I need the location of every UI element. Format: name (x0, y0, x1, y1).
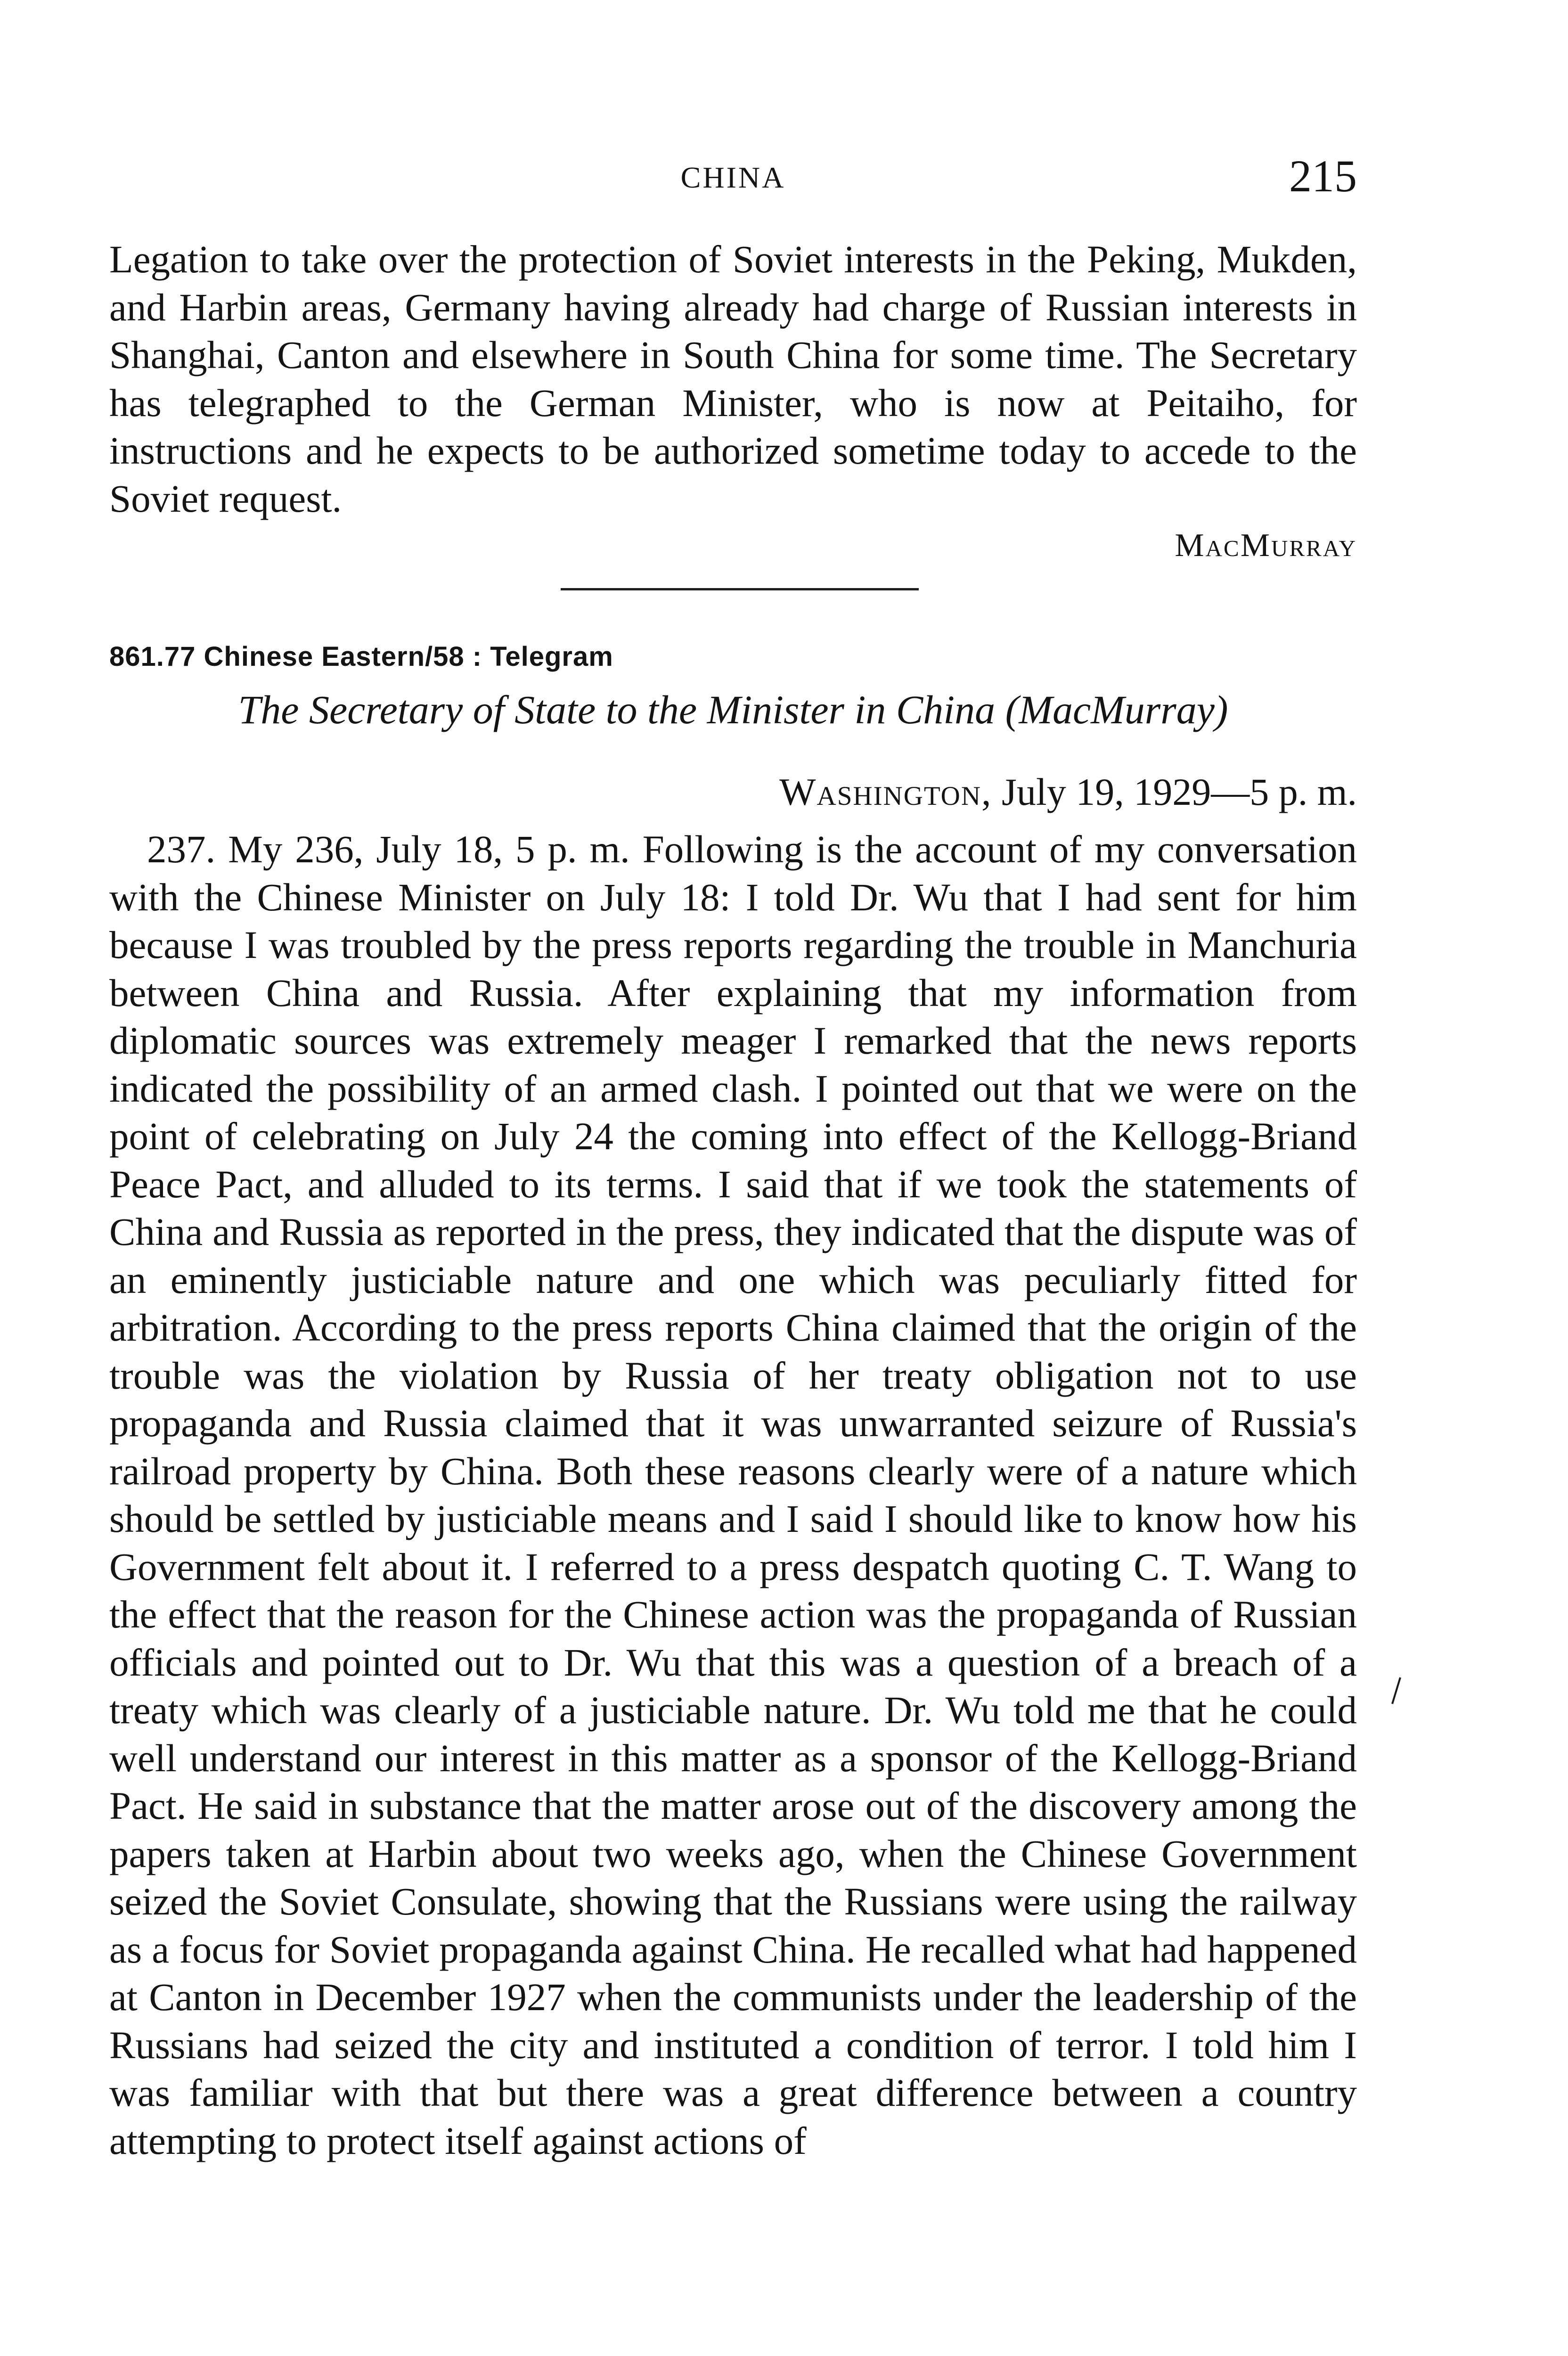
running-header (109, 150, 1357, 202)
running-title: CHINA (680, 161, 786, 194)
dateline (779, 770, 1357, 814)
telegram-paragraph: 237. My 236, July 18, 5 p. m. Following is the account of my conversation with the Chinese Minister on July 18: I told Dr. Wu that I had sent for him because I was troubled by the press reports regarding the trouble in Manchuria between China and Russia. After explaining that my information from diplomatic sources was extremely meager I remarked that the news reports indicated the possibility of an armed clash. I pointed out that we were on the point of celebrating on July 24 the coming into effect of the Kellogg-Briand Peace Pact, and alluded to its terms. I said that if we took the statements of China and Russia as reported in the press, they indicated that the dispute was of an eminently justiciable nature and one which was peculiarly fitted for arbitration. According to the press reports China claimed that the origin of the trouble was the violation by Russia of her treaty obligation not to use propaganda and Russia claimed that it was unwarranted seizure of Russia's railroad property by China. Both these reasons clearly were of a nature which should be settled by justiciable means and I said I should like to know how his Government felt about it. I referred to a press despatch quoting C. T. Wang to the effect that the reason for the Chinese action was the propaganda of Russian officials and pointed out to Dr. Wu that this was a question of a breach of a treaty which was clearly of a justiciable nature. Dr. Wu told me that he could well understand our interest in this matter as a sponsor of the Kellogg-Briand Pact. He said in substance that the matter arose out of the discovery among the papers taken at Harbin about two weeks ago, when the Chinese Government seized the Soviet Consulate, showing that the Russians were using the railway as a focus for Soviet propaganda against China. He recalled what had happened at Canton in December 1927 when the communists under the leadership of the Russians had seized the city and instituted a condition of terror. I told him I was familiar with that but there was a great difference between a country attempting to protect itself against actions of (109, 827, 1357, 2162)
document-title: The Secretary of State to the Minister in China (MacMurray) (238, 687, 1228, 732)
signature: MacMurray (1175, 527, 1357, 564)
telegram-body (109, 826, 1357, 2165)
section-divider (561, 588, 919, 590)
continued-paragraph: Legation to take over the protection of Soviet interests in the Peking, Mukden, and Harbin areas, Germany having already had charge of Russian interests in Shanghai, Canton and elsewhere in South China for some time. The Secretary has telegraphed to the German Minister, who is now at Peitaiho, for instructions and he expects to be authorized sometime today to accede to the Soviet request. (109, 237, 1357, 520)
dateline-date: July 19, 1929—5 p. m. (1002, 770, 1357, 813)
file-reference: 861.77 Chinese Eastern/58 : Telegram (109, 641, 613, 672)
dateline-place: Washington, (779, 770, 992, 813)
margin-mark (1391, 1677, 1401, 1705)
page-number: 215 (1289, 151, 1357, 201)
continued-text-block (109, 236, 1357, 523)
